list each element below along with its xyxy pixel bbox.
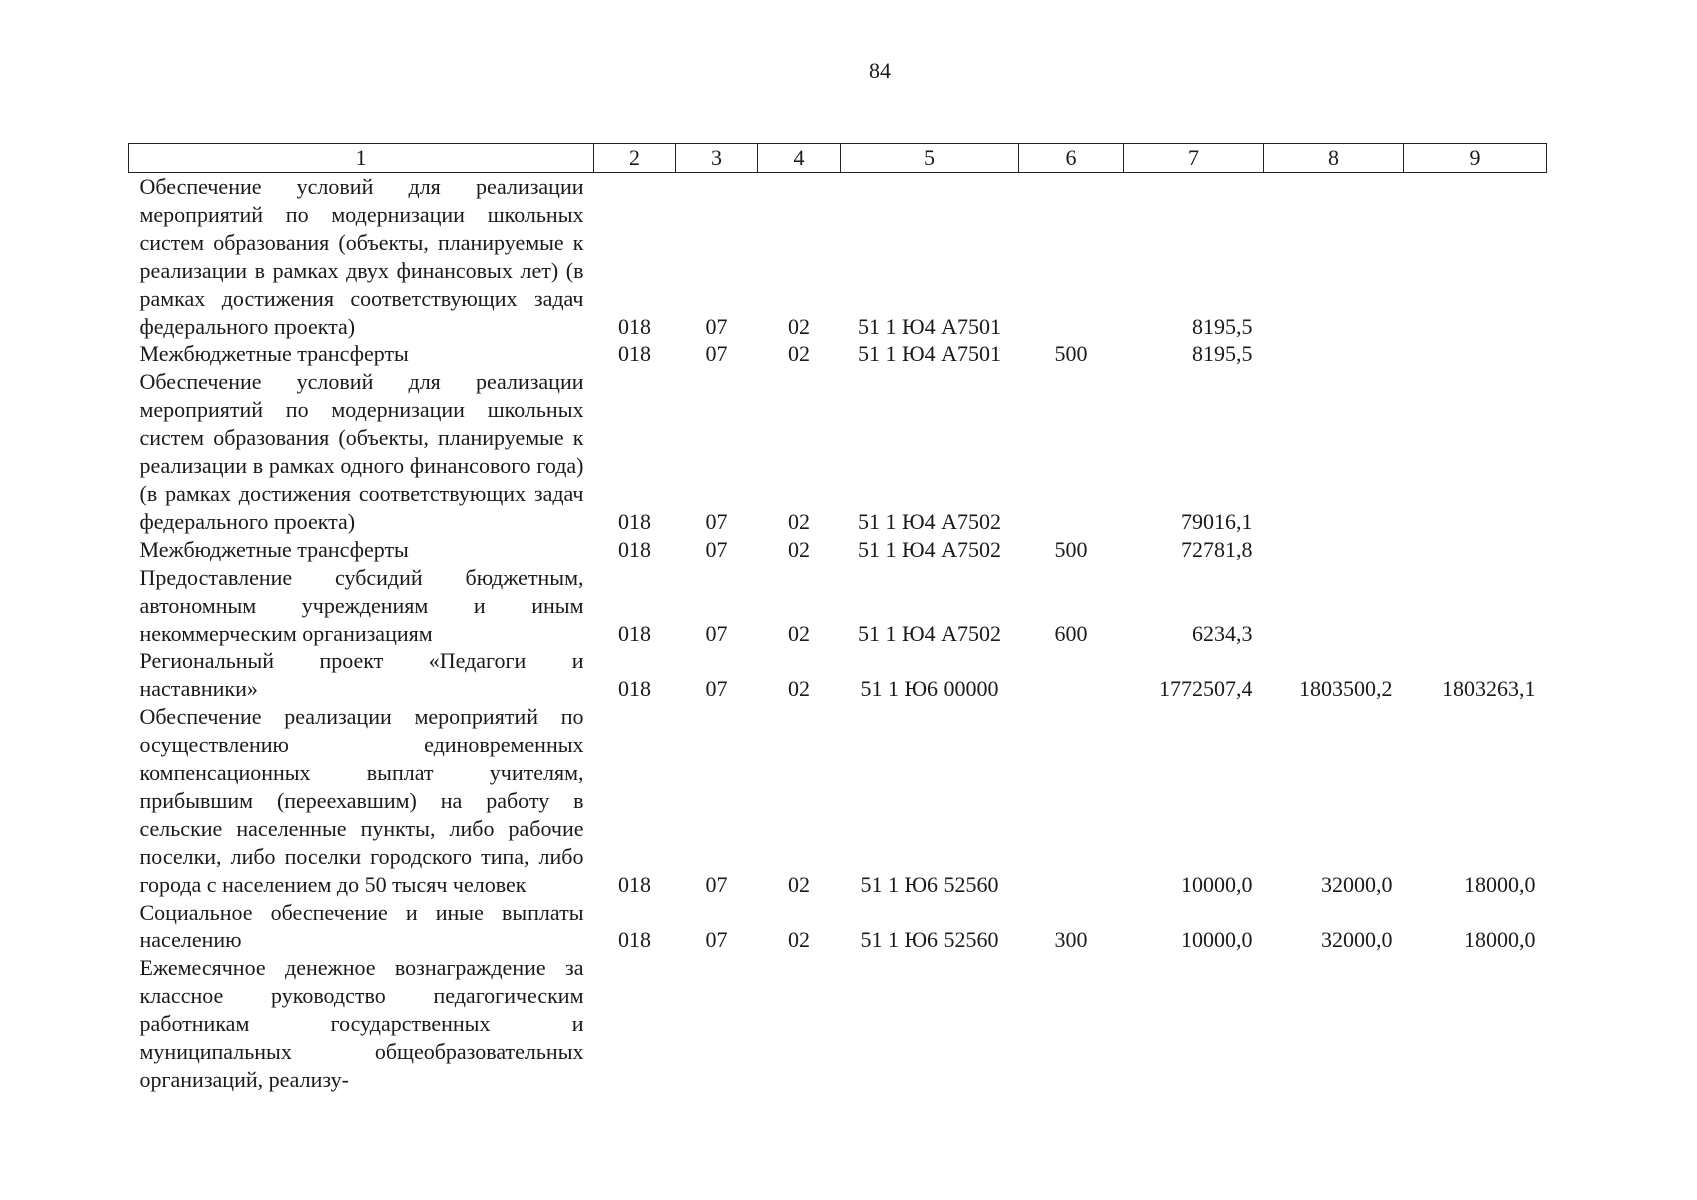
grbs-code: 018 (618, 871, 651, 897)
expense-type-code: 500 (1054, 536, 1088, 562)
amount-col-7: 8195,5 (1192, 313, 1253, 339)
col-header-2: 2 (594, 144, 676, 173)
subsection-code: 02 (788, 620, 810, 646)
table-row (129, 564, 1547, 648)
section-code: 07 (705, 341, 728, 367)
col-header-4: 4 (758, 144, 841, 173)
row-name: Межбюджетные трансферты (139, 341, 409, 367)
target-article-code: 51 1 Ю6 00000 (860, 676, 999, 702)
amount-col-7: 1772507,4 (1159, 676, 1253, 702)
amount-col-8 (1264, 340, 1404, 368)
subsection-code: 02 (788, 871, 810, 897)
subsection-code: 02 (788, 508, 810, 534)
target-article-code: 51 1 Ю6 52560 (860, 871, 999, 897)
expense-type-code (1019, 173, 1124, 341)
expense-type-code: 500 (1054, 341, 1088, 367)
col-header-1: 1 (129, 144, 594, 173)
amount-col-7: 79016,1 (1181, 508, 1253, 534)
amount-col-9 (1404, 954, 1547, 1094)
section-code: 07 (705, 508, 728, 534)
table-row (129, 368, 1547, 535)
target-article-code (841, 954, 1019, 1094)
target-article-code: 51 1 Ю6 52560 (860, 927, 999, 953)
header-row (129, 144, 1547, 173)
row-name: Обеспечение реализации мероприятий по осуществлению единовременных компенсационных выплат учителям, прибывшим (переехавшим) на работу в сельские населенные пункты, либо рабочие поселки, либо поселки городского типа, либо города с населением до 50 тысяч человек (139, 704, 584, 897)
grbs-code: 018 (618, 508, 651, 534)
col-header-7: 7 (1124, 144, 1264, 173)
amount-col-7: 6234,3 (1192, 620, 1253, 646)
amount-col-8: 1803500,2 (1299, 676, 1393, 702)
table-row (129, 899, 1547, 955)
amount-col-9: 18000,0 (1464, 871, 1536, 897)
page-number: 84 (869, 58, 891, 83)
col-header-8: 8 (1264, 144, 1404, 173)
col-header-3: 3 (676, 144, 758, 173)
grbs-code: 018 (618, 341, 651, 367)
amount-col-8: 32000,0 (1321, 927, 1393, 953)
subsection-code: 02 (788, 313, 810, 339)
amount-col-8 (1264, 954, 1404, 1094)
col-header-5: 5 (841, 144, 1019, 173)
subsection-code (758, 954, 841, 1094)
expense-type-code (1019, 368, 1124, 535)
amount-col-7: 10000,0 (1181, 871, 1253, 897)
table-row (129, 703, 1547, 898)
amount-col-8 (1264, 536, 1404, 564)
amount-col-8 (1264, 173, 1404, 341)
target-article-code: 51 1 Ю4 А7502 (858, 536, 1001, 562)
amount-col-7: 10000,0 (1181, 927, 1253, 953)
row-name: Обеспечение условий для реализации мероприятий по модернизации школьных систем образования (объекты, планируемые к реализации в рамках одного финансового года) (в рамках достижения соответствующих задач федерального проекта) (139, 369, 584, 534)
row-name: Предоставление субсидий бюджетным, автономным учреждениям и иным некоммерческим организациям (139, 564, 584, 646)
budget-table (128, 143, 1547, 1094)
table-row (129, 647, 1547, 703)
row-name: Межбюджетные трансферты (139, 536, 409, 562)
subsection-code: 02 (788, 536, 810, 562)
row-name: Обеспечение условий для реализации мероприятий по модернизации школьных систем образования (объекты, планируемые к реализации в рамках двух финансовых лет) (в рамках достижения соответствующих задач федерального проекта) (139, 174, 584, 339)
col-header-6: 6 (1019, 144, 1124, 173)
table-row (129, 954, 1547, 1094)
amount-col-9 (1404, 173, 1547, 341)
target-article-code: 51 1 Ю4 А7502 (858, 508, 1001, 534)
grbs-code: 018 (618, 676, 651, 702)
expense-type-code (1019, 954, 1124, 1094)
target-article-code: 51 1 Ю4 А7502 (858, 620, 1001, 646)
amount-col-9 (1404, 368, 1547, 535)
amount-col-9 (1404, 340, 1547, 368)
section-code: 07 (705, 536, 728, 562)
subsection-code: 02 (788, 927, 810, 953)
amount-col-9: 1803263,1 (1442, 676, 1536, 702)
amount-col-7: 72781,8 (1181, 536, 1253, 562)
table-row (129, 340, 1547, 368)
subsection-code: 02 (788, 341, 810, 367)
section-code: 07 (705, 871, 728, 897)
amount-col-8 (1264, 368, 1404, 535)
table-row (129, 173, 1547, 341)
grbs-code: 018 (618, 927, 651, 953)
expense-type-code: 600 (1054, 620, 1088, 646)
row-name: Социальное обеспечение и иные выплаты населению (139, 899, 584, 953)
section-code: 07 (705, 676, 728, 702)
table-row (129, 536, 1547, 564)
amount-col-9 (1404, 564, 1547, 648)
subsection-code: 02 (788, 676, 810, 702)
target-article-code: 51 1 Ю4 А7501 (858, 341, 1001, 367)
col-header-9: 9 (1404, 144, 1547, 173)
section-code: 07 (705, 313, 728, 339)
grbs-code: 018 (618, 313, 651, 339)
expense-type-code: 300 (1054, 927, 1088, 953)
section-code: 07 (705, 927, 728, 953)
row-name: Региональный проект «Педагоги и наставники» (139, 648, 584, 702)
amount-col-8: 32000,0 (1321, 871, 1393, 897)
row-name: Ежемесячное денежное вознаграждение за классное руководство педагогическим работникам государственных и муниципальных общеобразовательных организаций, реализу- (139, 955, 584, 1092)
amount-col-7 (1124, 954, 1264, 1094)
section-code: 07 (705, 620, 728, 646)
grbs-code: 018 (618, 620, 651, 646)
expense-type-code (1019, 647, 1124, 703)
expense-type-code (1019, 703, 1124, 898)
grbs-code: 018 (618, 536, 651, 562)
section-code (676, 954, 758, 1094)
amount-col-9: 18000,0 (1464, 927, 1536, 953)
grbs-code (594, 954, 676, 1094)
amount-col-8 (1264, 564, 1404, 648)
amount-col-7: 8195,5 (1192, 341, 1253, 367)
amount-col-9 (1404, 536, 1547, 564)
target-article-code: 51 1 Ю4 А7501 (858, 313, 1001, 339)
